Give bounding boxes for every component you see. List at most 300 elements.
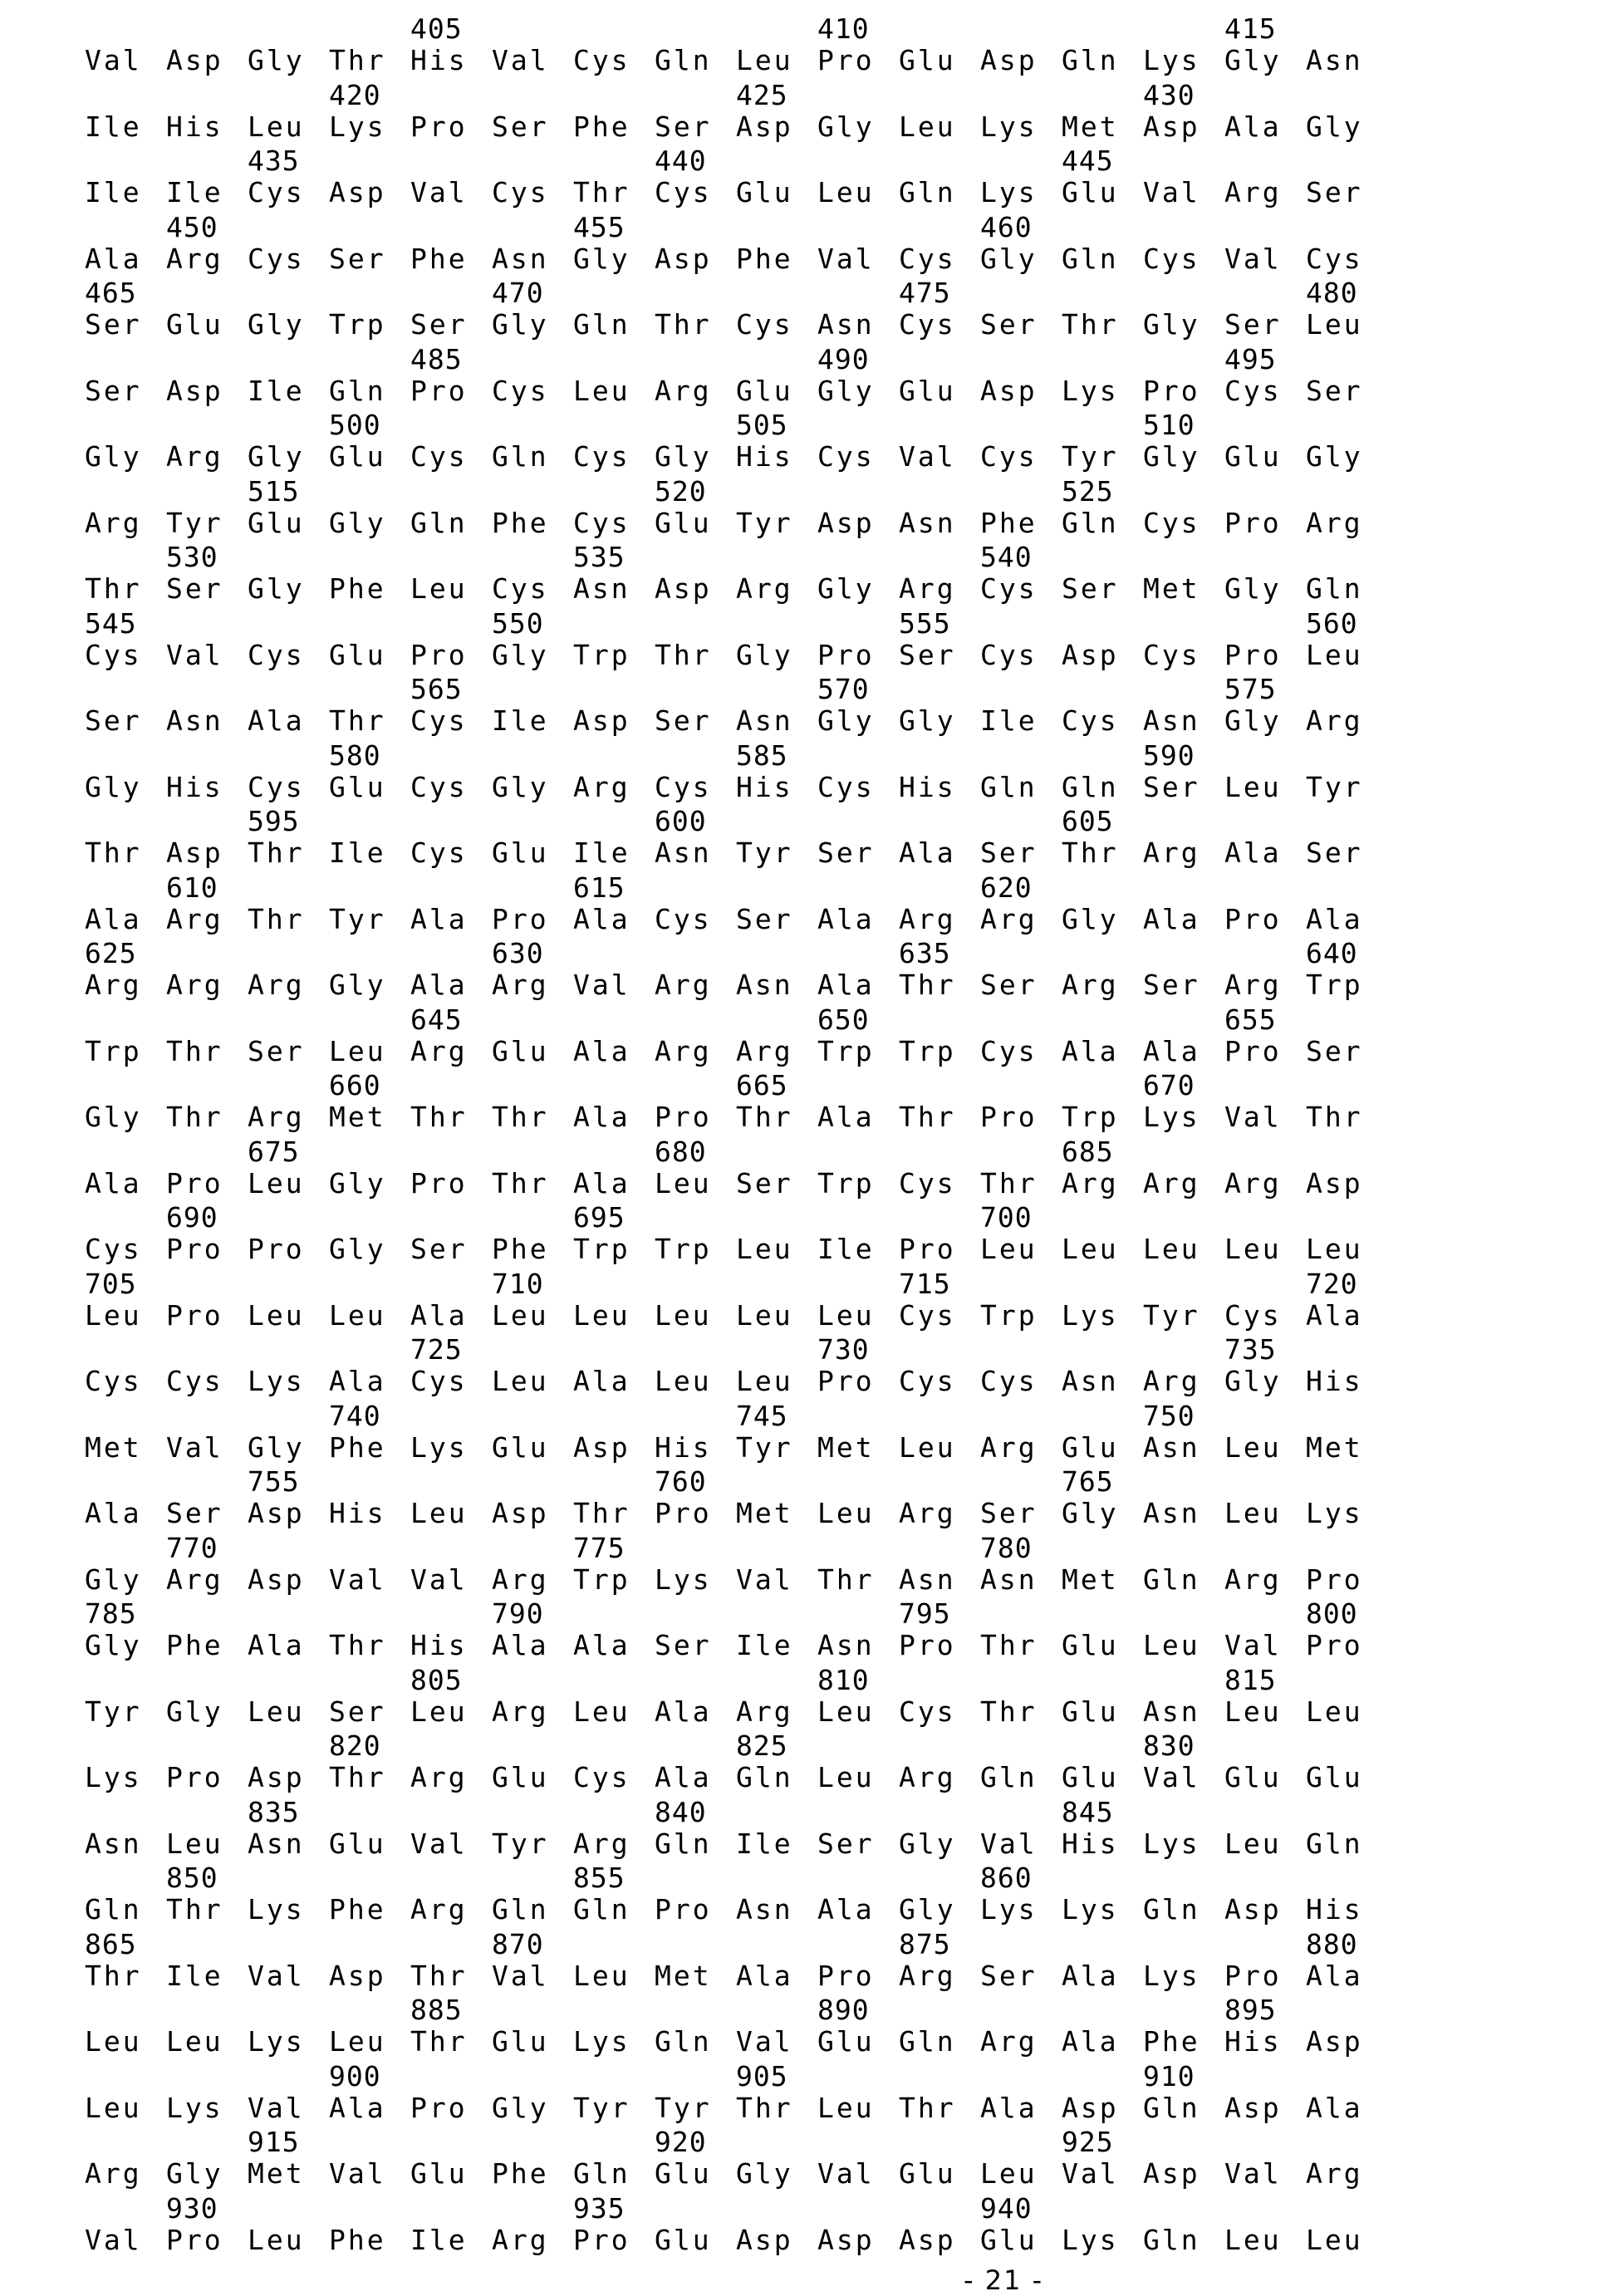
residue: Asn xyxy=(817,311,875,338)
residue: Ala xyxy=(736,1962,793,1989)
residue-position-number: 420 xyxy=(329,81,381,109)
residue: Glu xyxy=(329,443,386,470)
residue: Ser xyxy=(410,311,468,338)
residue: Gly xyxy=(85,1566,142,1593)
residue: Leu xyxy=(85,2028,142,2055)
residue: Leu xyxy=(1224,773,1282,801)
residue: Ala xyxy=(492,1631,549,1659)
residue: Ser xyxy=(817,839,875,866)
residue: Thr xyxy=(736,1103,793,1131)
residue: Ser xyxy=(1306,377,1363,405)
residue: Met xyxy=(329,1103,386,1131)
residue: Ala xyxy=(329,2094,386,2122)
residue-position-number: 600 xyxy=(655,807,707,835)
residue: Leu xyxy=(410,1499,468,1527)
residue: Glu xyxy=(1306,1764,1363,1791)
residue: Gln xyxy=(492,443,549,470)
residue-position-number: 540 xyxy=(980,543,1033,571)
residue: Val xyxy=(736,2028,793,2055)
residue: Lys xyxy=(1062,1302,1119,1329)
residue: Lys xyxy=(1062,1896,1119,1923)
residue: Ala xyxy=(248,1631,305,1659)
residue: Arg xyxy=(573,1830,630,1857)
residue: Cys xyxy=(899,1367,956,1395)
residue-position-number: 435 xyxy=(248,147,300,174)
residue: Asp xyxy=(655,245,712,272)
residue: Lys xyxy=(248,1367,305,1395)
residue: Pro xyxy=(410,1170,468,1197)
residue: Arg xyxy=(1224,1566,1282,1593)
residue: Cys xyxy=(248,773,305,801)
residue-position-number: 830 xyxy=(1143,1732,1195,1759)
residue: Cys xyxy=(980,641,1038,669)
residue: Asn xyxy=(573,575,630,602)
residue: Leu xyxy=(736,1367,793,1395)
residue: Asn xyxy=(980,1566,1038,1593)
residue: Leu xyxy=(492,1302,549,1329)
residue: Arg xyxy=(85,509,142,537)
residue: Ala xyxy=(1306,1962,1363,1989)
residue: Ser xyxy=(166,575,223,602)
residue: Asn xyxy=(1143,1434,1200,1461)
residue: His xyxy=(166,773,223,801)
residue-position-number: 705 xyxy=(85,1270,137,1298)
residue: Ala xyxy=(1143,1038,1200,1065)
residue: Thr xyxy=(899,1103,956,1131)
residue: Val xyxy=(248,2094,305,2122)
residue: Glu xyxy=(817,2028,875,2055)
residue: Leu xyxy=(817,1764,875,1791)
residue: Gln xyxy=(1143,1896,1200,1923)
residue: Gly xyxy=(85,443,142,470)
residue: Ser xyxy=(85,707,142,734)
residue: Glu xyxy=(736,377,793,405)
residue: Thr xyxy=(573,179,630,206)
residue: Lys xyxy=(1143,47,1200,74)
residue: Thr xyxy=(410,2028,468,2055)
residue: Thr xyxy=(655,641,712,669)
residue: Ala xyxy=(85,905,142,933)
residue: Cys xyxy=(655,773,712,801)
residue: Ile xyxy=(166,179,223,206)
residue: Arg xyxy=(736,1698,793,1725)
residue: Ile xyxy=(980,707,1038,734)
residue: Cys xyxy=(655,905,712,933)
residue: Arg xyxy=(1224,971,1282,998)
residue: Ala xyxy=(899,839,956,866)
residue: Arg xyxy=(980,905,1038,933)
residue: Ala xyxy=(329,1367,386,1395)
residue: Cys xyxy=(1143,641,1200,669)
residue-position-number: 575 xyxy=(1224,675,1277,703)
residue: Trp xyxy=(1306,971,1363,998)
residue: Ser xyxy=(1306,179,1363,206)
residue: Arg xyxy=(410,1038,468,1065)
residue: Gly xyxy=(166,1698,223,1725)
residue: Gln xyxy=(1143,2094,1200,2122)
residue: Asp xyxy=(1143,113,1200,140)
residue: Cys xyxy=(573,47,630,74)
residue: Leu xyxy=(655,1170,712,1197)
residue: Ile xyxy=(736,1631,793,1659)
residue-position-number: 620 xyxy=(980,874,1033,901)
residue-position-number: 715 xyxy=(899,1270,951,1298)
residue: Ile xyxy=(492,707,549,734)
residue: Leu xyxy=(166,2028,223,2055)
residue: Glu xyxy=(1062,1631,1119,1659)
residue: Leu xyxy=(248,1698,305,1725)
residue: Gln xyxy=(980,773,1038,801)
residue: Thr xyxy=(248,905,305,933)
residue-position-number: 750 xyxy=(1143,1402,1195,1430)
residue: Ala xyxy=(655,1698,712,1725)
residue: Leu xyxy=(329,1302,386,1329)
residue-position-number: 485 xyxy=(410,346,463,373)
residue: Cys xyxy=(980,1367,1038,1395)
residue: Lys xyxy=(248,2028,305,2055)
residue: Leu xyxy=(1306,2226,1363,2254)
residue: Pro xyxy=(166,2226,223,2254)
residue: Pro xyxy=(166,1170,223,1197)
residue-position-number: 430 xyxy=(1143,81,1195,109)
residue: Phe xyxy=(329,1896,386,1923)
residue: Asp xyxy=(736,2226,793,2254)
residue-position-number: 625 xyxy=(85,939,137,967)
residue: Glu xyxy=(492,2028,549,2055)
residue: Lys xyxy=(980,113,1038,140)
residue: Val xyxy=(736,1566,793,1593)
residue-position-number: 740 xyxy=(329,1402,381,1430)
residue: Ile xyxy=(410,2226,468,2254)
residue: Glu xyxy=(492,1038,549,1065)
residue: Ser xyxy=(1062,575,1119,602)
residue: Met xyxy=(655,1962,712,1989)
residue: Cys xyxy=(899,1698,956,1725)
residue: Leu xyxy=(410,1698,468,1725)
residue: Leu xyxy=(85,1302,142,1329)
residue: Ala xyxy=(1062,1038,1119,1065)
residue: Val xyxy=(573,971,630,998)
residue: Leu xyxy=(329,2028,386,2055)
residue: Ala xyxy=(817,1103,875,1131)
residue: Ala xyxy=(573,1103,630,1131)
residue-position-number: 685 xyxy=(1062,1138,1114,1165)
residue: Arg xyxy=(1143,839,1200,866)
residue: Ser xyxy=(1143,773,1200,801)
residue: Gly xyxy=(329,1170,386,1197)
residue: Cys xyxy=(980,575,1038,602)
residue: Glu xyxy=(899,377,956,405)
residue-position-number: 460 xyxy=(980,213,1033,241)
residue: Gly xyxy=(1062,1499,1119,1527)
residue: Tyr xyxy=(492,1830,549,1857)
residue: Ile xyxy=(329,839,386,866)
residue-position-number: 885 xyxy=(410,1996,463,2024)
residue: Arg xyxy=(1306,2160,1363,2187)
residue: Asp xyxy=(1143,2160,1200,2187)
residue: Leu xyxy=(85,2094,142,2122)
residue: Asp xyxy=(166,839,223,866)
residue: Glu xyxy=(492,839,549,866)
residue: Ala xyxy=(248,707,305,734)
residue: Val xyxy=(492,1962,549,1989)
residue: Gly xyxy=(248,1434,305,1461)
residue: Pro xyxy=(1143,377,1200,405)
residue: Leu xyxy=(817,1499,875,1527)
residue: Asp xyxy=(1224,1896,1282,1923)
residue: Ala xyxy=(410,1302,468,1329)
residue: Asp xyxy=(166,47,223,74)
residue-position-number: 470 xyxy=(492,279,544,307)
residue: Leu xyxy=(1062,1235,1119,1263)
residue: Asp xyxy=(329,1962,386,1989)
residue: Asn xyxy=(492,245,549,272)
residue: Ser xyxy=(329,245,386,272)
residue-position-number: 585 xyxy=(736,742,788,769)
residue-position-number: 405 xyxy=(410,15,463,42)
residue: Asp xyxy=(980,47,1038,74)
residue: Ala xyxy=(817,1896,875,1923)
residue-position-number: 915 xyxy=(248,2128,300,2156)
residue: Lys xyxy=(85,1764,142,1791)
residue: Val xyxy=(899,443,956,470)
residue: Cys xyxy=(573,509,630,537)
residue: Tyr xyxy=(1306,773,1363,801)
residue: Leu xyxy=(899,113,956,140)
residue: Arg xyxy=(166,443,223,470)
residue-position-number: 710 xyxy=(492,1270,544,1298)
residue: Met xyxy=(248,2160,305,2187)
residue: Gly xyxy=(980,245,1038,272)
residue: Thr xyxy=(410,1103,468,1131)
residue: Asp xyxy=(1306,1170,1363,1197)
residue-position-number: 875 xyxy=(899,1931,951,1958)
residue-position-number: 760 xyxy=(655,1468,707,1495)
residue: Thr xyxy=(899,2094,956,2122)
residue: Tyr xyxy=(166,509,223,537)
residue-position-number: 445 xyxy=(1062,147,1114,174)
residue: Leu xyxy=(573,377,630,405)
residue: Tyr xyxy=(85,1698,142,1725)
residue: Gly xyxy=(492,773,549,801)
residue: His xyxy=(736,773,793,801)
residue: Ala xyxy=(980,2094,1038,2122)
residue: Glu xyxy=(329,641,386,669)
residue: Ala xyxy=(1306,1302,1363,1329)
residue: Ile xyxy=(817,1235,875,1263)
residue-position-number: 560 xyxy=(1306,610,1358,637)
residue: Asp xyxy=(166,377,223,405)
residue: Gly xyxy=(817,707,875,734)
residue: Gly xyxy=(1224,575,1282,602)
residue: Arg xyxy=(492,1698,549,1725)
residue: Leu xyxy=(655,1367,712,1395)
residue: Gln xyxy=(492,1896,549,1923)
residue-position-number: 490 xyxy=(817,346,870,373)
residue: Ala xyxy=(1224,839,1282,866)
residue: Val xyxy=(85,47,142,74)
residue-position-number: 860 xyxy=(980,1864,1033,1891)
residue: Gln xyxy=(329,377,386,405)
residue: Leu xyxy=(655,1302,712,1329)
residue: Glu xyxy=(1062,1764,1119,1791)
residue: Thr xyxy=(329,707,386,734)
residue: Gly xyxy=(655,443,712,470)
residue: Gly xyxy=(248,311,305,338)
residue: Leu xyxy=(248,113,305,140)
residue: Gln xyxy=(899,179,956,206)
residue: Ser xyxy=(980,1499,1038,1527)
residue: Thr xyxy=(85,1962,142,1989)
residue: Arg xyxy=(899,575,956,602)
residue: Arg xyxy=(1143,1367,1200,1395)
residue: Arg xyxy=(166,1566,223,1593)
residue: Leu xyxy=(1306,641,1363,669)
residue: Ser xyxy=(980,839,1038,866)
residue: Asn xyxy=(1306,47,1363,74)
residue: Gly xyxy=(248,575,305,602)
residue: Leu xyxy=(1224,1499,1282,1527)
residue-position-number: 680 xyxy=(655,1138,707,1165)
residue-position-number: 410 xyxy=(817,15,870,42)
residue: Leu xyxy=(1143,1235,1200,1263)
residue: Gly xyxy=(899,707,956,734)
residue: Leu xyxy=(1306,311,1363,338)
residue-position-number: 925 xyxy=(1062,2128,1114,2156)
residue: Ile xyxy=(736,1830,793,1857)
residue: Cys xyxy=(899,1302,956,1329)
residue-position-number: 515 xyxy=(248,478,300,505)
residue: Leu xyxy=(1224,1830,1282,1857)
residue-position-number: 905 xyxy=(736,2063,788,2090)
residue-position-number: 785 xyxy=(85,1600,137,1627)
residue: Gln xyxy=(85,1896,142,1923)
residue: Ser xyxy=(899,641,956,669)
residue: Thr xyxy=(410,1962,468,1989)
residue: Leu xyxy=(980,1235,1038,1263)
residue: Thr xyxy=(817,1566,875,1593)
residue: Gly xyxy=(1306,443,1363,470)
residue: Met xyxy=(736,1499,793,1527)
residue: Ser xyxy=(166,1499,223,1527)
residue: Trp xyxy=(85,1038,142,1065)
residue: Gly xyxy=(492,311,549,338)
residue: Pro xyxy=(410,377,468,405)
residue: Lys xyxy=(1143,1962,1200,1989)
residue: Ser xyxy=(980,311,1038,338)
residue: Pro xyxy=(1224,641,1282,669)
residue: Asp xyxy=(573,1434,630,1461)
residue-position-number: 610 xyxy=(166,874,218,901)
residue: Cys xyxy=(1062,707,1119,734)
residue: Cys xyxy=(410,707,468,734)
residue: Val xyxy=(1143,179,1200,206)
residue: Met xyxy=(1143,575,1200,602)
residue-position-number: 820 xyxy=(329,1732,381,1759)
residue: Arg xyxy=(492,2226,549,2254)
residue: Asn xyxy=(899,1566,956,1593)
residue: Arg xyxy=(410,1764,468,1791)
residue: Arg xyxy=(1224,1170,1282,1197)
residue-position-number: 805 xyxy=(410,1666,463,1694)
residue: Thr xyxy=(573,1499,630,1527)
residue: Leu xyxy=(899,1434,956,1461)
residue-position-number: 650 xyxy=(817,1006,870,1033)
residue: Cys xyxy=(573,1764,630,1791)
residue-position-number: 930 xyxy=(166,2195,218,2222)
residue: Cys xyxy=(1224,377,1282,405)
residue: His xyxy=(736,443,793,470)
residue-position-number: 745 xyxy=(736,1402,788,1430)
residue: Val xyxy=(817,2160,875,2187)
residue: Ser xyxy=(85,377,142,405)
residue: Pro xyxy=(1306,1566,1363,1593)
residue-position-number: 725 xyxy=(410,1336,463,1363)
residue: Gly xyxy=(85,1103,142,1131)
residue: Thr xyxy=(166,1103,223,1131)
residue: Cys xyxy=(85,1235,142,1263)
residue: Val xyxy=(329,2160,386,2187)
residue: Ala xyxy=(1143,905,1200,933)
residue: Asp xyxy=(492,1499,549,1527)
residue: Thr xyxy=(85,575,142,602)
residue: Pro xyxy=(817,1367,875,1395)
residue: Pro xyxy=(655,1896,712,1923)
residue: Leu xyxy=(248,2226,305,2254)
residue: Cys xyxy=(736,311,793,338)
residue: Glu xyxy=(655,2160,712,2187)
residue: Leu xyxy=(166,1830,223,1857)
residue: Lys xyxy=(329,113,386,140)
residue: Thr xyxy=(329,1764,386,1791)
residue: Arg xyxy=(166,971,223,998)
residue: Arg xyxy=(899,1764,956,1791)
residue: Asp xyxy=(736,113,793,140)
page-number: - 21 - xyxy=(964,2267,1043,2294)
residue: Ala xyxy=(573,1367,630,1395)
residue: Phe xyxy=(492,509,549,537)
residue: Leu xyxy=(817,1302,875,1329)
residue: Ala xyxy=(573,1170,630,1197)
residue: Gly xyxy=(1224,707,1282,734)
residue-position-number: 665 xyxy=(736,1072,788,1099)
residue: Gln xyxy=(655,47,712,74)
residue: Ser xyxy=(1306,1038,1363,1065)
residue: Pro xyxy=(817,1962,875,1989)
residue: Met xyxy=(817,1434,875,1461)
residue-position-number: 890 xyxy=(817,1996,870,2024)
residue: Gly xyxy=(736,2160,793,2187)
residue-position-number: 505 xyxy=(736,411,788,439)
residue-position-number: 720 xyxy=(1306,1270,1358,1298)
residue: Ser xyxy=(329,1698,386,1725)
residue: Leu xyxy=(248,1302,305,1329)
residue-position-number: 880 xyxy=(1306,1931,1358,1958)
residue: Leu xyxy=(1224,1698,1282,1725)
residue: Val xyxy=(166,641,223,669)
residue-position-number: 645 xyxy=(410,1006,463,1033)
residue: Pro xyxy=(655,1103,712,1131)
residue-position-number: 545 xyxy=(85,610,137,637)
residue: Trp xyxy=(899,1038,956,1065)
residue: Gln xyxy=(1062,47,1119,74)
residue: Tyr xyxy=(736,1434,793,1461)
residue: Lys xyxy=(1062,2226,1119,2254)
residue: Tyr xyxy=(573,2094,630,2122)
residue: Pro xyxy=(899,1631,956,1659)
residue: His xyxy=(1306,1896,1363,1923)
residue: Ser xyxy=(980,971,1038,998)
